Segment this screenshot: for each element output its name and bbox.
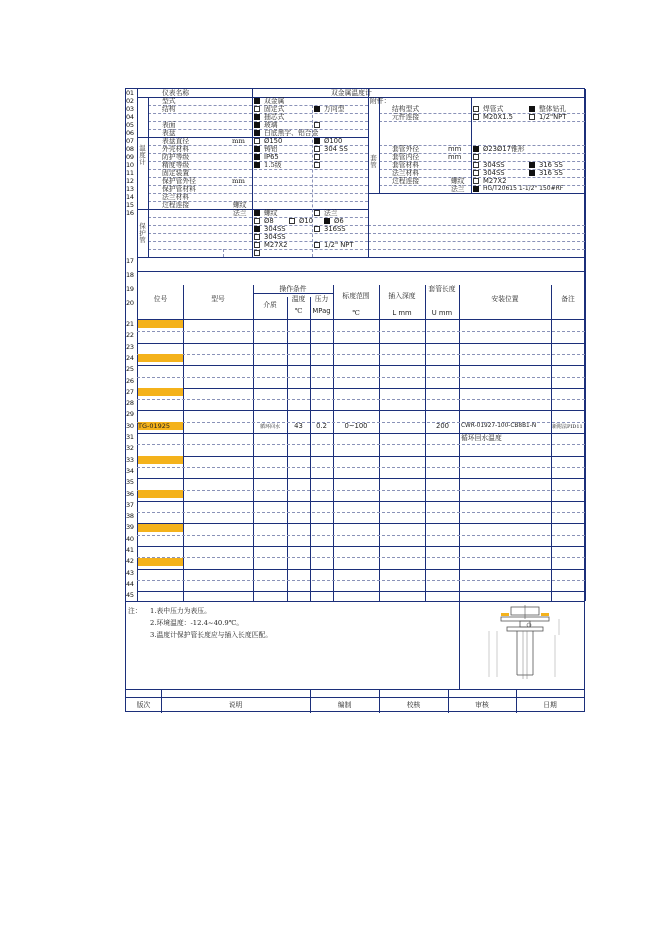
- row-number: 28: [126, 399, 134, 408]
- datasheet: [125, 88, 585, 712]
- checkbox-ip-alt[interactable]: [314, 154, 320, 160]
- row-number: 31: [126, 433, 134, 441]
- sleeve-flange-unit: 法兰: [451, 185, 465, 193]
- spec-unit: 法兰: [233, 209, 247, 217]
- highlight-cell: [138, 558, 183, 566]
- sleeve-structure-label: 结构型式: [392, 105, 420, 113]
- row-number: 43: [126, 568, 134, 577]
- checkbox-316ss-tube[interactable]: [314, 226, 320, 232]
- checkbox-m20[interactable]: [473, 114, 479, 120]
- option-ip65: IP65: [264, 153, 279, 161]
- option-drilled: 整体钻孔: [539, 105, 567, 113]
- checkbox-d6[interactable]: [324, 218, 330, 224]
- checkbox-flange[interactable]: [314, 210, 320, 216]
- sleeve-thread-unit: 螺纹: [451, 177, 465, 185]
- col-range-header: 标度范围: [342, 292, 370, 300]
- col-sleeve-header: 套管长度: [428, 285, 456, 293]
- row-number: 27: [126, 387, 134, 396]
- row-number: 12: [126, 177, 134, 185]
- footer-checked: 校核: [406, 701, 421, 709]
- col-temp-header: 温度: [291, 295, 306, 303]
- checkbox-dial[interactable]: [254, 130, 260, 136]
- spec-label: 法兰材料: [162, 193, 190, 201]
- option-universal: 万向型: [324, 105, 345, 113]
- col-insert-unit: L mm: [392, 309, 412, 317]
- spec-label: 型式: [162, 97, 176, 105]
- option-fixed: 固定式: [264, 105, 285, 113]
- checkbox-glass[interactable]: [254, 122, 260, 128]
- spec-label: 保护管材料: [162, 185, 196, 193]
- row-medium: 循环回水: [259, 424, 280, 430]
- checkbox-d150[interactable]: [254, 138, 260, 144]
- notes-label: 注：: [128, 607, 142, 615]
- highlight-cell: [138, 490, 183, 498]
- row-number: 01: [126, 89, 134, 97]
- highlight-cell: [138, 320, 183, 328]
- row-pressure: 0.2: [316, 422, 327, 430]
- checkbox-half-npt[interactable]: [529, 114, 535, 120]
- sleeve-id-unit: mm: [448, 153, 462, 161]
- checkbox-cast-al[interactable]: [254, 146, 260, 152]
- spec-label: 结构: [162, 105, 176, 113]
- checkbox-sflange-304[interactable]: [473, 170, 479, 176]
- note-3: 3.温度计保护管长度应与插入长度匹配。: [150, 631, 273, 639]
- protection-tube-section-label: 保护管: [139, 222, 146, 244]
- row-number: 11: [126, 169, 134, 177]
- checkbox-tapered[interactable]: [473, 146, 479, 152]
- option-core-pull: 抽芯式: [264, 113, 285, 121]
- checkbox-welded[interactable]: [473, 106, 479, 112]
- option-sflange-304: 304SS: [483, 169, 505, 177]
- col-conditions-header: 操作条件: [279, 285, 307, 293]
- col-location-header: 安装位置: [491, 295, 519, 303]
- row-number: 40: [126, 534, 134, 543]
- checkbox-npt[interactable]: [314, 242, 320, 248]
- sleeve-od-unit: mm: [448, 145, 462, 153]
- row-number: 05: [126, 121, 134, 129]
- row-number: 13: [126, 185, 134, 193]
- row-number: 21: [126, 320, 134, 328]
- row-number: 33: [126, 455, 134, 464]
- col-remark-header: 备注: [561, 295, 575, 303]
- option-d6: Ø6: [334, 217, 344, 225]
- checkbox-d100[interactable]: [314, 138, 320, 144]
- highlight-cell: [138, 354, 183, 362]
- checkbox-core-pull[interactable]: [254, 114, 260, 120]
- checkbox-304ss-flange[interactable]: [254, 234, 260, 240]
- row-number: 10: [126, 161, 134, 169]
- col-range-unit: ℃: [352, 309, 360, 317]
- checkbox-d8[interactable]: [254, 218, 260, 224]
- spec-label: 固定装置: [162, 169, 190, 177]
- row-location-line1: CWR-01927-100-CB8B1-N: [461, 423, 537, 429]
- col-pressure-unit: MPag: [312, 307, 331, 315]
- option-m27: M27X2: [264, 241, 288, 249]
- highlight-cell: [138, 524, 183, 532]
- row-number: 15: [126, 201, 134, 209]
- checkbox-drilled[interactable]: [529, 106, 535, 112]
- row-number: 09: [126, 153, 134, 161]
- row-number: 35: [126, 478, 134, 487]
- instrument-name-label: 仪表名称: [162, 89, 190, 97]
- option-tapered: Ø23Ø17锥形: [483, 145, 525, 153]
- col-pressure-header: 压力: [314, 295, 329, 303]
- accessory-label: 附件：: [370, 97, 391, 105]
- footer-version: 版次: [136, 701, 151, 709]
- row-number: 29: [126, 410, 134, 419]
- spec-unit: mm: [232, 137, 245, 145]
- checkbox-304ss-case[interactable]: [314, 146, 320, 152]
- row-remark: 新附法PID11: [552, 424, 583, 430]
- row-number: 23: [126, 342, 134, 351]
- col-medium-header: 介质: [263, 301, 277, 309]
- instrument-name-value: 双金属温度计: [331, 89, 372, 97]
- checkbox-fixed[interactable]: [254, 106, 260, 112]
- row-number: 14: [126, 193, 134, 201]
- row-number: 30: [126, 421, 134, 430]
- sleeve-od-label: 套管外径: [392, 145, 420, 153]
- col-temp-unit: ℃: [294, 307, 303, 315]
- row-number: 44: [126, 579, 134, 588]
- option-d10: Ø10: [299, 217, 313, 225]
- checkbox-d10[interactable]: [289, 218, 295, 224]
- row-tag[interactable]: TG-01925: [138, 422, 171, 430]
- checkbox-sleeve-m27[interactable]: [473, 178, 479, 184]
- row-number: 06: [126, 129, 134, 137]
- note-1: 1.表中压力为表压。: [150, 607, 211, 615]
- element-connection-label: 元件连接: [392, 113, 420, 121]
- sleeve-id-label: 套管内径: [392, 153, 420, 161]
- option-m20: M20X1.5: [483, 113, 513, 121]
- checkbox-sflange-316[interactable]: [529, 170, 535, 176]
- row-number: 20: [126, 299, 134, 307]
- col-insert-header: 插入深度: [388, 292, 416, 300]
- highlight-cell: [138, 388, 183, 396]
- footer-prepared: 编制: [337, 701, 352, 709]
- option-sleeve-flange: HG/T20615 1-1/2" 150#RF: [483, 185, 564, 192]
- option-bimetal: 双金属: [264, 97, 285, 105]
- thermometer-drawing: [471, 605, 575, 685]
- checkbox-sleeve-316[interactable]: [529, 162, 535, 168]
- spec-label: 表盘直径: [162, 137, 190, 145]
- spec-label: 表盘: [162, 129, 176, 137]
- row-number: 25: [126, 365, 134, 374]
- spec-label: 表面: [162, 121, 176, 129]
- checkbox-sleeve-flange[interactable]: [473, 186, 479, 192]
- spec-unit: 螺纹: [233, 201, 247, 209]
- sleeve-section-label: 套管: [370, 154, 377, 169]
- highlight-cell: [138, 456, 183, 464]
- option-sflange-316: 316 SS: [539, 169, 563, 177]
- option-304ss-tube: 304SS: [264, 225, 286, 233]
- option-sleeve-304: 304SS: [483, 161, 505, 169]
- checkbox-class-alt[interactable]: [314, 162, 320, 168]
- col-model-header: 型号: [211, 295, 225, 303]
- checkbox-304ss-tube[interactable]: [254, 226, 260, 232]
- row-number: 19: [126, 285, 134, 293]
- row-number: 04: [126, 113, 134, 121]
- row-number: 22: [126, 331, 134, 340]
- option-thread: 螺纹: [264, 209, 278, 217]
- option-304ss-case: 304 SS: [324, 145, 348, 153]
- row-number: 36: [126, 489, 134, 498]
- sleeve-material-label: 套管材料: [392, 161, 420, 169]
- row-number: 17: [126, 257, 134, 265]
- option-dial: 白底黑字、铝合金: [264, 129, 319, 137]
- row-sleeve-length: 200: [436, 422, 449, 430]
- row-range: 0~100: [344, 422, 368, 430]
- option-d100: Ø100: [324, 137, 343, 145]
- row-temp: 43: [294, 422, 303, 430]
- row-number: 41: [126, 546, 134, 554]
- spec-unit: mm: [232, 177, 245, 185]
- row-number: 24: [126, 353, 134, 362]
- row-number: 18: [126, 271, 134, 279]
- checkbox-ip65[interactable]: [254, 154, 260, 160]
- row-number: 32: [126, 444, 134, 453]
- checkbox-bimetal[interactable]: [254, 98, 260, 104]
- footer-date: 日期: [543, 701, 557, 709]
- option-glass: 玻璃: [264, 121, 278, 129]
- col-tag-header: 位号: [153, 295, 168, 303]
- row-number: 08: [126, 145, 134, 153]
- row-number: 16: [126, 209, 134, 217]
- option-316ss-tube: 316SS: [324, 225, 346, 233]
- sleeve-flange-material-label: 法兰材料: [392, 169, 420, 177]
- row-number: 39: [126, 523, 134, 532]
- sleeve-process-conn-label: 过程连接: [392, 177, 420, 185]
- option-d150: Ø150: [264, 137, 283, 145]
- option-class15: 1.5级: [264, 161, 282, 169]
- spec-label: 保护管外径: [162, 177, 196, 185]
- option-cast-al: 铸铝: [264, 145, 278, 153]
- checkbox-universal[interactable]: [314, 106, 320, 112]
- checkbox-class15[interactable]: [254, 162, 260, 168]
- spec-label: 过程连接: [162, 201, 190, 209]
- option-sleeve-m27: M27X2: [483, 177, 507, 185]
- col-sleeve-unit: U mm: [431, 309, 453, 317]
- row-number: 34: [126, 466, 134, 475]
- checkbox-sleeve-304[interactable]: [473, 162, 479, 168]
- row-number: 02: [126, 97, 134, 105]
- spec-label: 外壳材料: [162, 145, 190, 153]
- row-number: 38: [126, 512, 134, 521]
- option-d8: Ø8: [264, 217, 274, 225]
- footer-reviewed: 审核: [475, 701, 489, 709]
- note-2: 2.环境温度：-12.4~40.9℃。: [150, 619, 244, 627]
- checkbox-flange-conn[interactable]: [254, 250, 260, 256]
- option-sleeve-316: 316 SS: [539, 161, 563, 169]
- thermometer-section-label: 温度计: [139, 144, 146, 166]
- option-npt: 1/2" NPT: [324, 241, 354, 249]
- option-half-npt: 1/2"NPT: [539, 113, 567, 121]
- spec-label: 精度等级: [162, 161, 190, 169]
- checkbox-sleeve-id[interactable]: [473, 154, 479, 160]
- option-flange: 法兰: [324, 209, 338, 217]
- option-304ss-flange: 304SS: [264, 233, 286, 241]
- spec-label: 防护等级: [162, 153, 190, 161]
- checkbox-m27[interactable]: [254, 242, 260, 248]
- row-number: 45: [126, 591, 134, 600]
- footer-description: 说明: [228, 701, 243, 709]
- row-number: 07: [126, 137, 134, 145]
- row-location-line2: 循环回水温度: [461, 434, 502, 442]
- row-number: 42: [126, 557, 134, 566]
- checkbox-thread[interactable]: [254, 210, 260, 216]
- row-number: 37: [126, 500, 134, 509]
- row-number: 03: [126, 105, 134, 113]
- row-number: 26: [126, 376, 134, 385]
- checkbox-surface-alt[interactable]: [314, 122, 320, 128]
- option-welded: 焊管式: [483, 105, 504, 113]
